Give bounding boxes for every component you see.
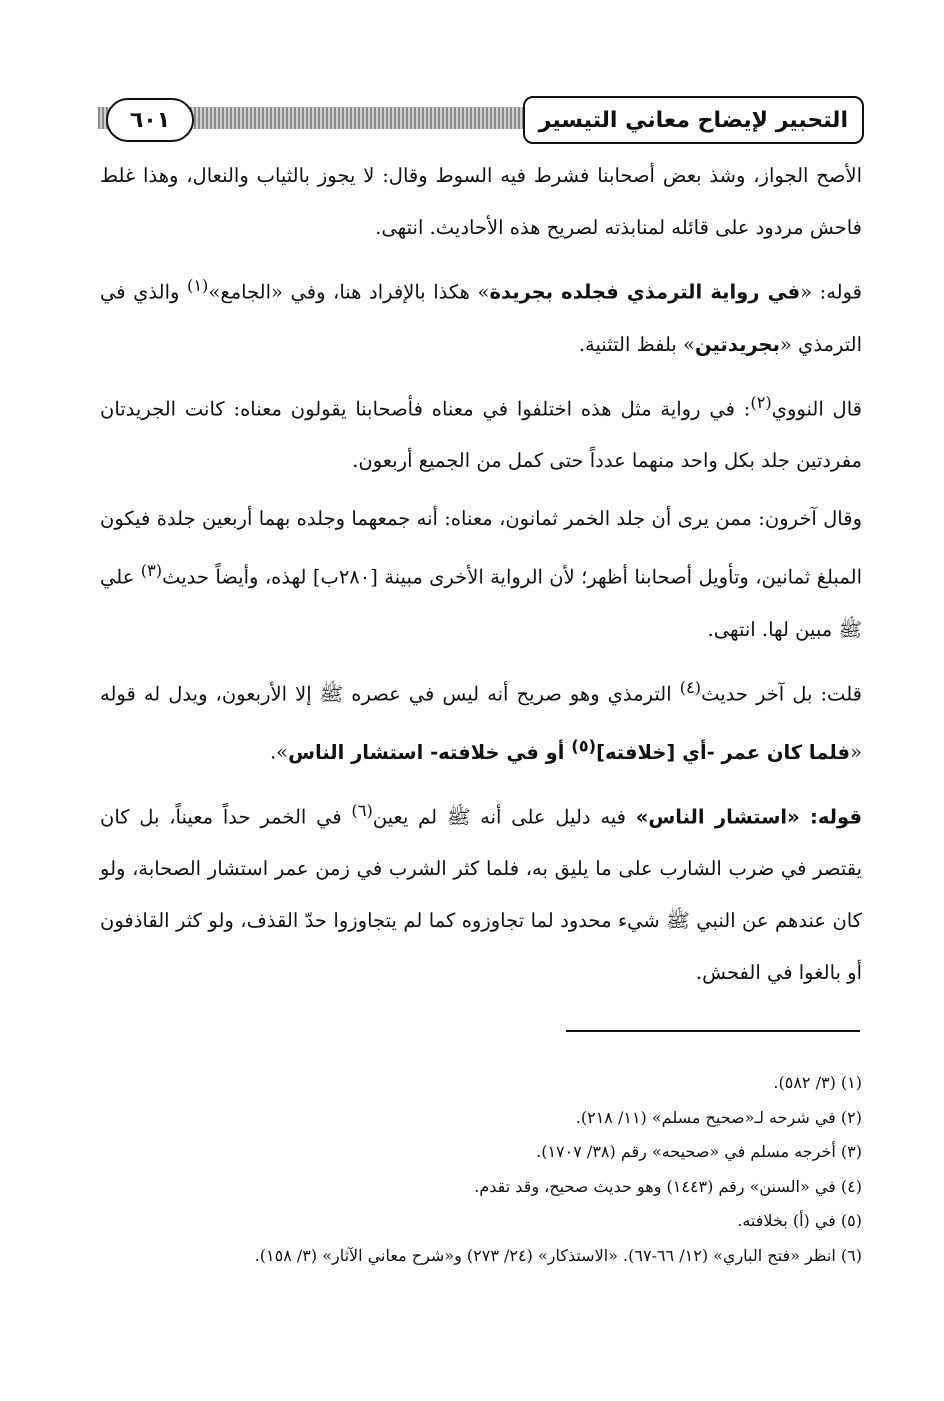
footnote-5: (٥) في (أ) بخلافته. (737, 1211, 862, 1230)
footnote-2: (٢) في شرحه لـ«صحيح مسلم» (١١/ ٢١٨). (575, 1107, 862, 1127)
paragraph-3: قال النووي$^{(٢)}$: في رواية مثل هذه اختلفوا في معناه فأصحابنا يقولون معناه: كانت الجريدتان مفردتين جلد بكل واحد منهما عدداً حتى كمل من الجميع أربعون. (100, 392, 862, 472)
footnotes (100, 1066, 862, 1273)
footnote-separator (566, 1030, 860, 1032)
footnote-3: (٣) أخرجه مسلم في «صحيحه» رقم (٣٨/ ١٧٠٧). (536, 1142, 862, 1161)
paragraph-5: قلت: بل آخر حديث$^{(٤)}$ الترمذي وهو صريح أنه ليس في عصره ﷺ إلا الأربعون، ويدل له قوله «فلما كان عمر -أي [خلافته]$^{(٥)}$ أو في خلافته- استشار الناس». (100, 677, 862, 764)
paragraph-1: الأصح الجواز، وشذ بعض أصحابنا فشرط فيه السوط وقال: لا يجوز بالثياب والنعال، وهذا غلط فاحش مردود على قائله لمنابذته لصريح هذه الأحاديث. انتهى. (100, 164, 862, 239)
book-title: التحبير لإيضاح معاني التيسير (538, 107, 848, 133)
paragraph-2: قوله: «في رواية الترمذي فجلده بجريدة» هكذا بالإفراد هنا، وفي «الجامع»$^{(١)}$ والذي في الترمذي «بجريدتين» بلفظ التثنية. (100, 276, 863, 356)
running-header (98, 96, 864, 146)
page-number-frame (106, 98, 194, 142)
footnote-1: (١) (٣/ ٥٨٢). (773, 1073, 862, 1092)
paragraph-6: قوله: «استشار الناس» فيه دليل على أنه ﷺ لم يعين$^{(٦)}$ في الخمر حداً معيناً، بل كان يقتصر في ضرب الشارب على ما يليق به، فلما كثر الشرب في زمن عمر استشار الصحابة، ولو كان عندهم عن النبي ﷺ شيء محدود لما تجاوزوه كما لم يتجاوزوا حدّ القذف، ولو كثر القاذفون أو بالغوا في الفحش. (100, 800, 862, 984)
paragraph-4: وقال آخرون: ممن يرى أن جلد الخمر ثمانون، معناه: أنه جمعهما وجلده بهما أربعين جلدة فيكون المبلغ ثمانين، وتأويل أصحابنا أظهر؛ لأن الرواية الأخرى مبينة [٢٨٠ب] لهذه، وأيضاً حديث$^{(٣)}$ علي ﷺ مبين لها. انتهى. (100, 507, 862, 641)
footnote-6: (٦) انظر «فتح الباري» (١٢/ ٦٦-٦٧). «الاستذكار» (٢٤/ ٢٧٣) و«شرح معاني الآثار» (٣/ ١٥٨). (254, 1245, 862, 1265)
footnote-4: (٤) في «السنن» رقم (١٤٤٣) وهو حديث صحيح، وقد تقدم. (474, 1176, 862, 1196)
main-text (100, 150, 862, 1005)
header-title-frame (523, 96, 864, 144)
page-number: ٦٠١ (129, 107, 171, 133)
